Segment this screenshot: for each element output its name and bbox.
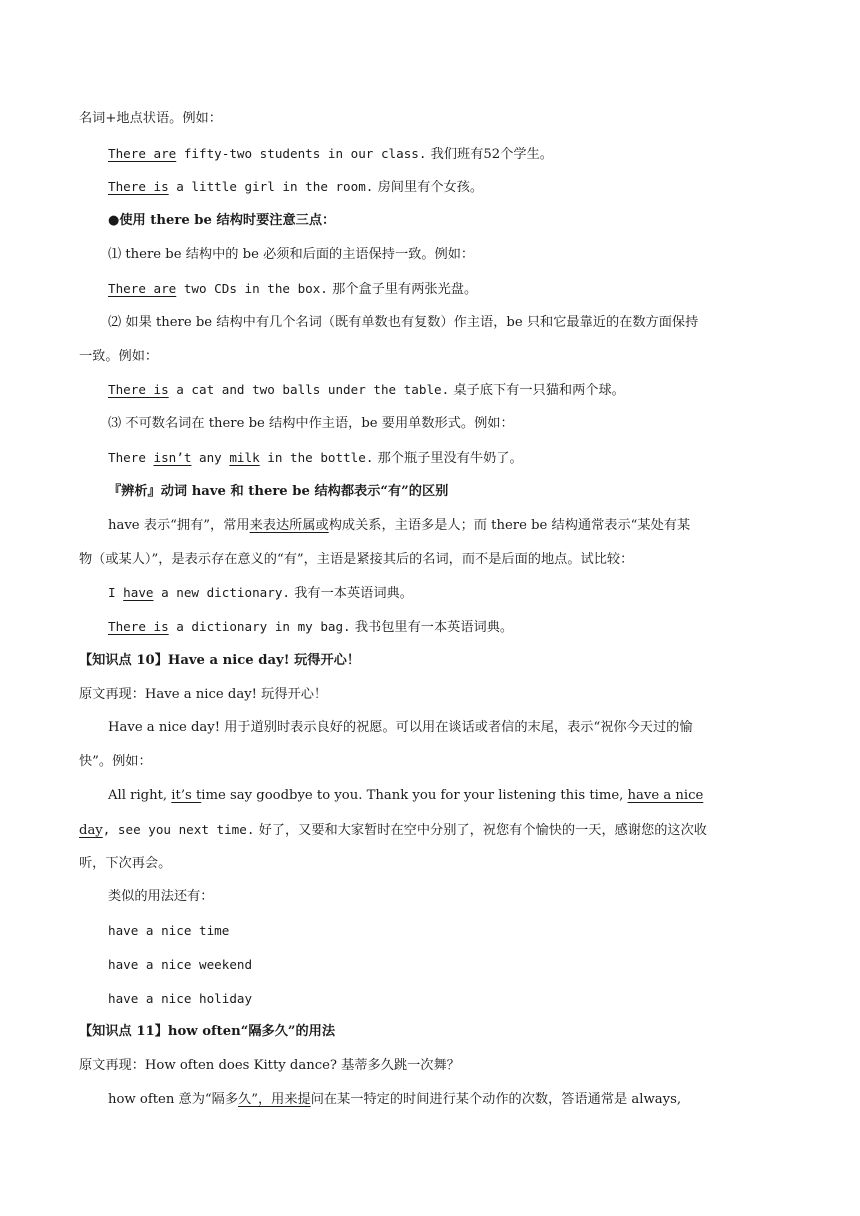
text-line	[79, 852, 860, 876]
underlined-phrase: There is	[108, 179, 169, 194]
underlined-phrase: 久”，用来提	[238, 1092, 311, 1107]
underlined-phrase: There is	[108, 619, 169, 634]
chinese-translation: 桌子底下有一只猫和两个球。	[449, 383, 625, 398]
text-line	[79, 1054, 860, 1078]
english-text: a dictionary in my bag.	[168, 619, 351, 634]
paragraph-text: 快”。例如：	[79, 754, 152, 769]
text-line	[79, 345, 860, 369]
chinese-translation: 那个盒子里有两张光盘。	[327, 282, 478, 297]
english-text: fifty-two students in our class.	[176, 146, 427, 161]
note-heading	[108, 209, 860, 233]
english-text: , see you next time.	[102, 822, 255, 837]
example-sentence	[108, 581, 860, 605]
text-line	[79, 683, 860, 707]
list-item	[108, 919, 860, 943]
underlined-phrase: There are	[108, 281, 177, 296]
example-sentence	[108, 378, 860, 402]
underlined-phrase: There is	[108, 382, 169, 397]
example-sentence	[108, 277, 860, 301]
knowledge-point-heading	[79, 649, 860, 673]
underlined-phrase: day	[79, 823, 103, 838]
english-text: ime say goodbye to you. Thank you for your listening this time,	[201, 788, 628, 803]
chinese-translation: 我有一本英语词典。	[290, 586, 413, 601]
list-item	[108, 953, 860, 977]
english-text: There	[108, 450, 154, 465]
paragraph-text: 物（或某人）”，是表示存在意义的“有”，主语是紧接其后的名词，而不是后面的地点。试比较：	[79, 552, 634, 567]
text-line	[79, 107, 860, 131]
english-text: two CDs in the box.	[176, 281, 328, 296]
text-line	[108, 716, 860, 740]
example-sentence	[79, 818, 860, 842]
paragraph-text: ⑵ 如果 there be 结构中有几个名词（既有单数也有复数）作主语，be 只和它最靠近的在数方面保持	[108, 315, 699, 330]
paragraph-text: 名词+地点状语。例如：	[79, 111, 222, 126]
english-text: a new dictionary.	[153, 585, 290, 600]
example-sentence	[108, 784, 860, 808]
underlined-phrase: have	[123, 585, 154, 600]
english-text: I	[108, 585, 124, 600]
section-heading	[108, 480, 860, 504]
example-sentence	[108, 175, 860, 199]
example-sentence	[108, 142, 860, 166]
heading-text: 【知识点 11】how often“隔多久”的用法	[79, 1024, 336, 1039]
underlined-phrase: isn’t	[153, 450, 192, 465]
chinese-translation: 我们班有52个学生。	[426, 147, 553, 162]
paragraph-text: 原文再现：How often does Kitty dance? 基蒂多久跳一次舞？	[79, 1058, 460, 1073]
chinese-translation: 听，下次再会。	[79, 856, 172, 871]
paragraph-text: have 表示“拥有”，常用	[108, 518, 250, 533]
paragraph-text: 一致。例如：	[79, 349, 159, 364]
paragraph-text: ⑶ 不可数名词在 there be 结构中作主语，be 要用单数形式。例如：	[108, 416, 514, 431]
english-text: a cat and two balls under the table.	[168, 382, 450, 397]
chinese-translation: 好了，又要和大家暂时在空中分别了，祝您有个愉快的一天，感谢您的这次收	[254, 823, 707, 838]
underlined-phrase: it’s t	[171, 788, 202, 803]
knowledge-point-heading	[79, 1020, 860, 1044]
chinese-translation: 房间里有个女孩。	[373, 180, 484, 195]
heading-text: 使用 there be 结构时要注意三点：	[119, 213, 336, 228]
text-line	[108, 311, 860, 335]
paragraph-text: how often 意为“隔多	[108, 1092, 239, 1107]
list-item	[108, 987, 860, 1011]
text-line	[108, 514, 860, 538]
english-text: have a nice weekend	[108, 957, 253, 972]
bullet-icon: ●	[108, 213, 120, 228]
english-text: a little girl in the room.	[168, 179, 374, 194]
paragraph-text: 问在某一特定的时间进行某个动作的次数，答语通常是 always,	[310, 1092, 682, 1107]
paragraph-text: 原文再现：Have a nice day! 玩得开心！	[79, 687, 328, 702]
text-line	[108, 412, 860, 436]
paragraph-text: 构成关系，主语多是人；而 there be 结构通常表示“某处有某	[328, 518, 691, 533]
chinese-translation: 那个瓶子里没有牛奶了。	[373, 451, 523, 466]
text-line	[108, 885, 860, 909]
english-text: All right,	[108, 788, 172, 803]
underlined-phrase: 来表达所属或	[249, 518, 329, 533]
text-line	[79, 548, 860, 572]
heading-text: 『辨析』动词 have 和 there be 结构都表示“有”的区别	[108, 484, 449, 499]
heading-text: 【知识点 10】Have a nice day! 玩得开心！	[79, 653, 361, 668]
paragraph-text: 类似的用法还有：	[108, 889, 214, 904]
english-text: have a nice holiday	[108, 991, 253, 1006]
chinese-translation: 我书包里有一本英语词典。	[350, 620, 514, 635]
example-sentence	[108, 446, 860, 470]
paragraph-text: Have a nice day! 用于道别时表示良好的祝愿。可以用在谈话或者信的末尾，表示“祝你今天过的愉	[108, 720, 693, 735]
underlined-phrase: There are	[108, 146, 177, 161]
underlined-phrase: have a nice	[627, 788, 704, 803]
underlined-phrase: milk	[229, 450, 260, 465]
english-text: have a nice time	[108, 923, 230, 938]
example-sentence	[108, 615, 860, 639]
text-line	[108, 1088, 860, 1112]
english-text: in the bottle.	[259, 450, 374, 465]
text-line	[79, 750, 860, 774]
paragraph-text: ⑴ there be 结构中的 be 必须和后面的主语保持一致。例如：	[108, 247, 475, 262]
english-text: any	[191, 450, 230, 465]
text-line	[108, 243, 860, 267]
